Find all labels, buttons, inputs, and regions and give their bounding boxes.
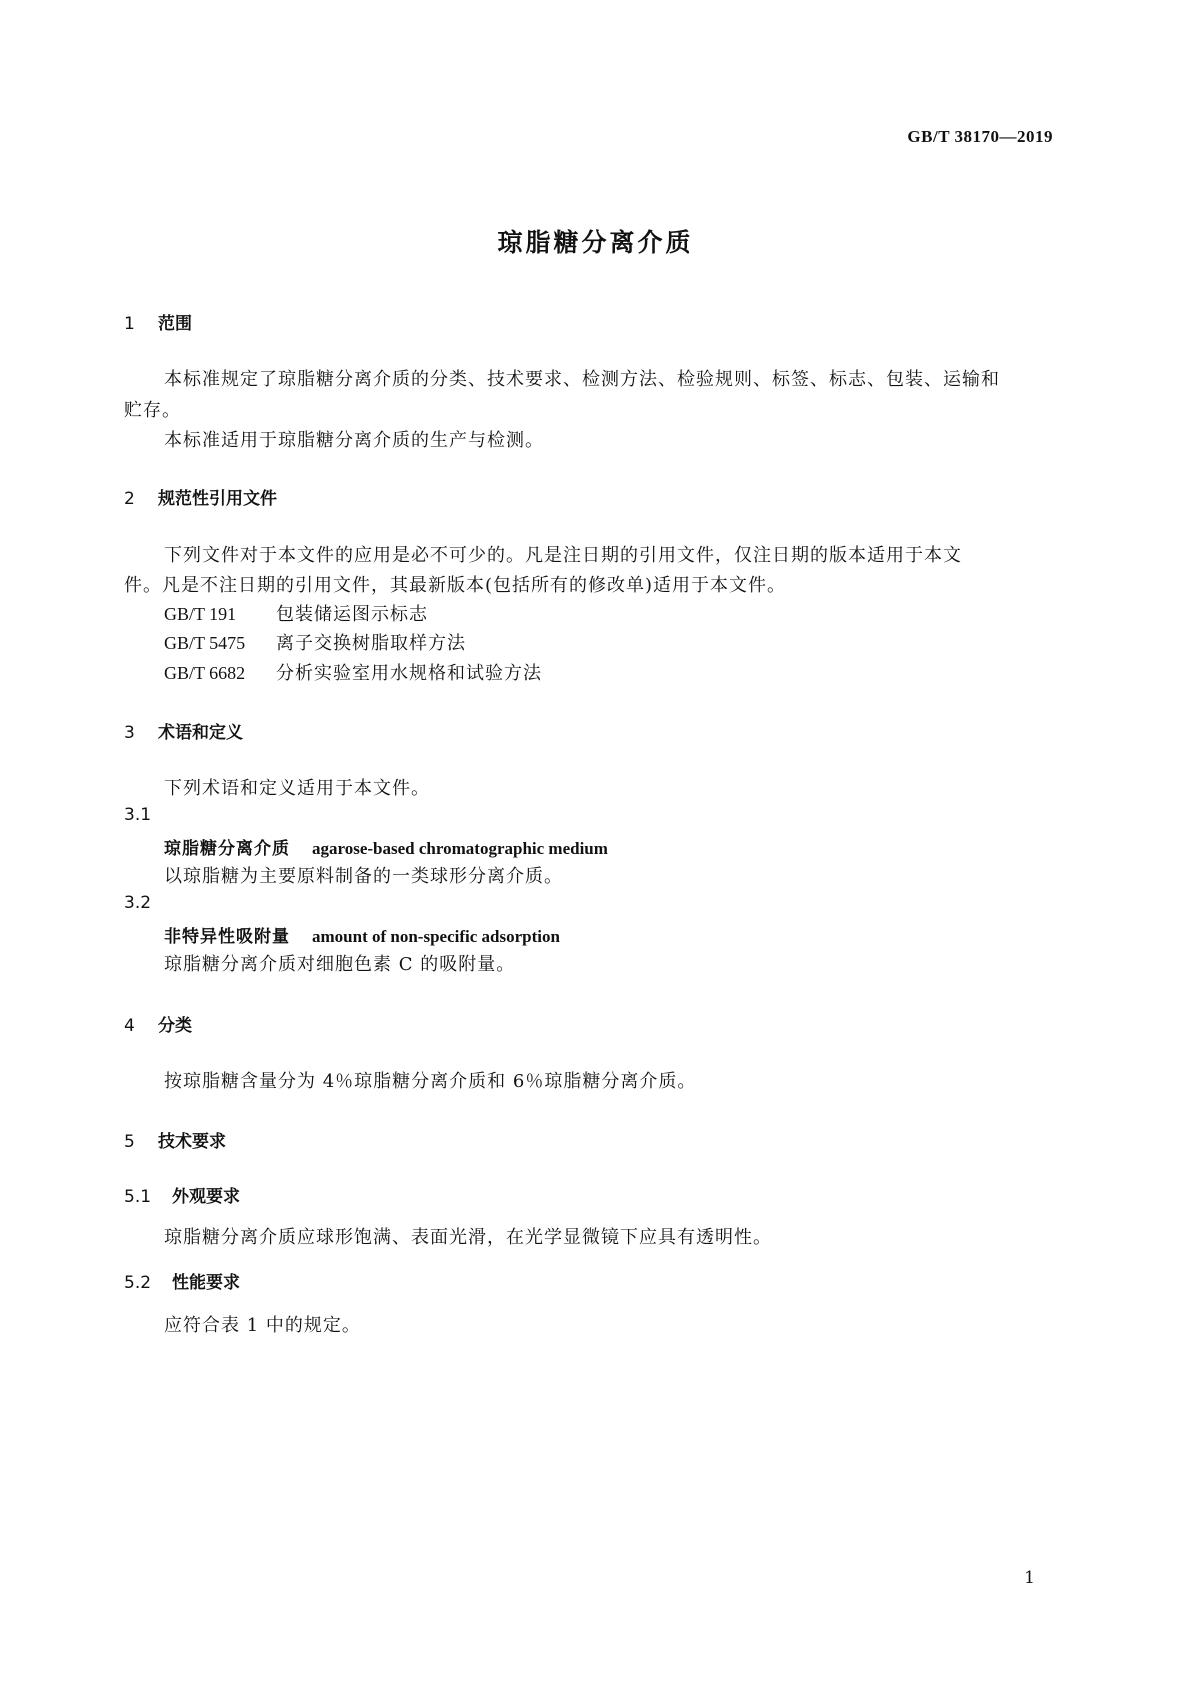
document-title: 琼脂糖分离介质	[497, 228, 694, 257]
paragraph: 本标准规定了琼脂糖分离介质的分类、技术要求、检测方法、检验规则、标签、标志、包装、运输和	[164, 369, 1000, 390]
normative-reference	[164, 629, 466, 655]
term-english: amount of non-specific adsorption	[312, 927, 560, 946]
section-number: 4	[124, 1016, 135, 1036]
section-number: 3	[124, 723, 135, 743]
section-number: 5	[124, 1132, 135, 1152]
section-number: 1	[124, 314, 135, 334]
term-number: 3.2	[124, 893, 152, 913]
term-chinese: 非特异性吸附量	[164, 927, 290, 947]
term-entry	[164, 834, 608, 859]
section-title: 性能要求	[172, 1273, 240, 1293]
term-entry	[164, 922, 560, 947]
paragraph: 按琼脂糖含量分为 4％琼脂糖分离介质和 6％琼脂糖分离介质。	[164, 1071, 697, 1092]
section-number: 2	[124, 489, 135, 509]
paragraph: 琼脂糖分离介质应球形饱满、表面光滑，在光学显微镜下应具有透明性。	[164, 1227, 772, 1248]
normative-reference	[164, 659, 542, 685]
section-title: 范围	[158, 314, 192, 334]
section-number: 5.2	[124, 1273, 152, 1293]
reference-code: GB/T 5475	[164, 633, 246, 653]
standard-number: GB/T 38170—2019	[907, 127, 1053, 146]
section-title: 技术要求	[158, 1132, 226, 1152]
reference-code: GB/T 6682	[164, 663, 246, 683]
term-number: 3.1	[124, 805, 152, 825]
section-title: 分类	[158, 1016, 192, 1036]
paragraph: 应符合表 1 中的规定。	[164, 1315, 361, 1336]
section-5-heading	[124, 1127, 226, 1152]
section-title: 规范性引用文件	[158, 489, 277, 509]
reference-code: GB/T 191	[164, 604, 237, 624]
section-title: 术语和定义	[158, 723, 243, 743]
paragraph: 件。凡是不注日期的引用文件，其最新版本(包括所有的修改单)适用于本文件。	[124, 575, 787, 596]
normative-reference	[164, 600, 428, 626]
paragraph: 下列术语和定义适用于本文件。	[164, 778, 430, 799]
reference-title: 离子交换树脂取样方法	[276, 633, 466, 654]
paragraph: 下列文件对于本文件的应用是必不可少的。凡是注日期的引用文件，仅注日期的版本适用于本文	[164, 545, 962, 566]
term-chinese: 琼脂糖分离介质	[164, 839, 290, 859]
term-definition: 琼脂糖分离介质对细胞色素 C 的吸附量。	[164, 954, 516, 975]
page-number: 1	[1024, 1568, 1035, 1588]
section-title: 外观要求	[172, 1187, 240, 1207]
section-number: 5.1	[124, 1187, 152, 1207]
subsection-5-1-heading	[124, 1182, 240, 1207]
term-definition: 以琼脂糖为主要原料制备的一类球形分离介质。	[164, 866, 563, 887]
reference-title: 分析实验室用水规格和试验方法	[276, 663, 542, 684]
section-4-heading	[124, 1011, 192, 1036]
term-english: agarose-based chromatographic medium	[312, 839, 608, 858]
section-2-heading	[124, 484, 277, 509]
paragraph: 贮存。	[124, 400, 181, 421]
section-3-heading	[124, 718, 243, 743]
subsection-5-2-heading	[124, 1268, 240, 1293]
section-1-heading	[124, 309, 192, 334]
paragraph: 本标准适用于琼脂糖分离介质的生产与检测。	[164, 430, 544, 451]
reference-title: 包装储运图示标志	[276, 604, 428, 625]
